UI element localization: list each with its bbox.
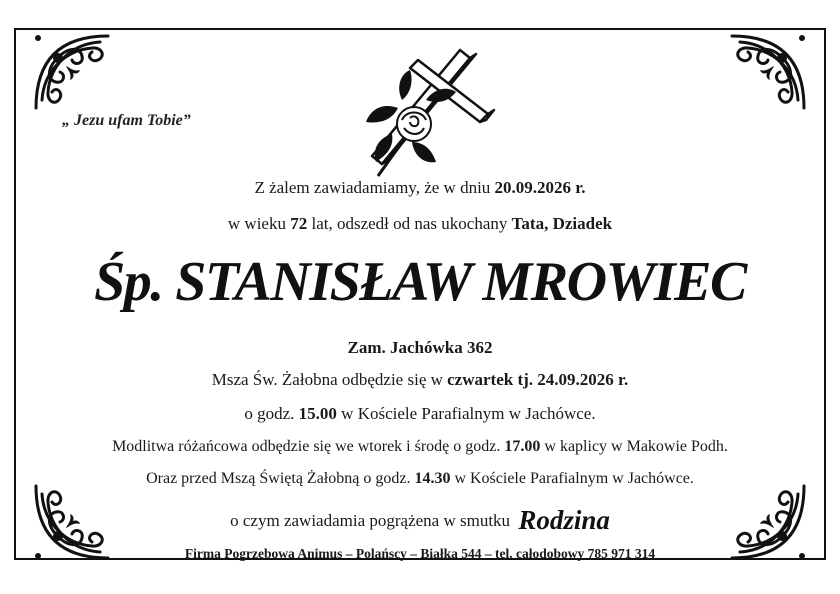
death-date: 20.09.2026 r. [494,178,586,197]
age-middle: lat, odszedł od nas ukochany [307,214,512,233]
announcement-text: Z żalem zawiadamiamy, że w dniu [254,178,495,197]
funeral-home-footer: Firma Pogrzebowa Animus – Polańscy – Białka 544 – tel. całodobowy 785 971 314 [184,546,656,561]
cross-with-rose-icon [352,38,498,178]
announcement-line-2 [0,214,840,234]
mass-line [0,370,840,390]
corner-ornament-icon [726,30,810,114]
before-mass-line [0,470,840,488]
age-prefix: w wieku [227,214,291,233]
motto-text: „ Jezu ufam Tobie” [62,112,191,129]
mass-time-line [0,404,840,424]
relation-text: Tata, Dziadek [511,214,613,233]
closing-line [0,505,840,536]
mass-date: czwartek tj. 24.09.2026 r. [447,370,629,389]
deceased-name: Śp. STANISŁAW MROWIEC [94,251,746,313]
before-mass-suffix: w Kościele Parafialnym w Jachówce. [450,470,694,487]
address-text: Zam. Jachówka 362 [347,338,493,357]
family-signature: Rodzina [518,505,610,535]
rosary-suffix: w kaplicy w Makowie Podh. [540,438,728,455]
closing-text: o czym zawiadamia pogrążena w smutku [230,511,515,530]
rosary-prefix: Modlitwa różańcowa odbędzie się we wtorek i środę o godz. [112,438,505,455]
mass-place: w Kościele Parafialnym w Jachówce. [336,404,596,423]
mass-time-prefix: o godz. [244,404,299,423]
before-mass-time: 14.30 [414,470,451,487]
before-mass-prefix: Oraz przed Mszą Świętą Żałobną o godz. [146,470,415,487]
mass-time: 15.00 [298,404,337,423]
corner-ornament-icon [30,30,114,114]
rosary-line [0,438,840,456]
age-value: 72 [290,214,308,233]
mass-prefix: Msza Św. Żałobna odbędzie się w [211,370,448,389]
announcement-line-1 [0,178,840,198]
rosary-time: 17.00 [504,438,541,455]
